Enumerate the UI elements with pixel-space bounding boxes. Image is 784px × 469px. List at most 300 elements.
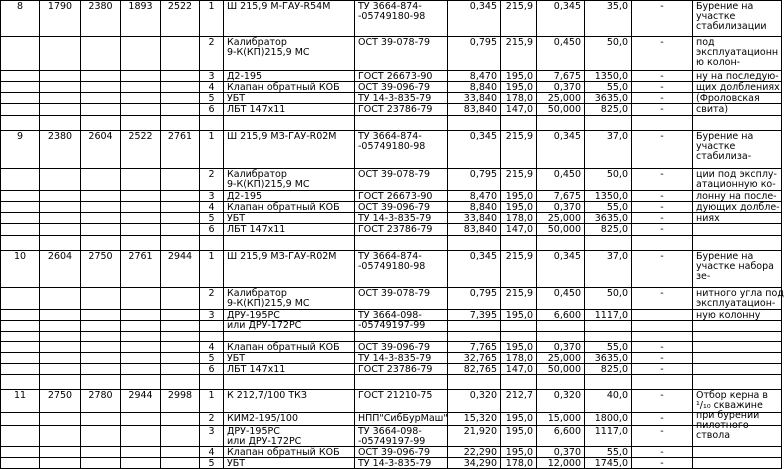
cell-mass: [537, 353, 585, 364]
cell-n: [200, 375, 224, 390]
cell-std: [355, 332, 448, 342]
cell-text: ОСТ 39-096-79: [358, 342, 431, 353]
cell-mass: [537, 321, 585, 332]
cell-name: [224, 413, 355, 426]
cell-dia: [501, 37, 537, 71]
cell-len: [448, 375, 501, 390]
cell-text: щих долблениях: [696, 82, 780, 93]
cell-text: 2: [208, 37, 215, 48]
cell-name: [224, 458, 355, 469]
cell-d1: [40, 342, 81, 353]
cell-n: [200, 310, 224, 321]
cell-d3: [121, 37, 161, 71]
cell-text: 4: [208, 82, 215, 93]
cell-text: 215,9: [505, 1, 533, 12]
cell-d2: [81, 169, 121, 191]
cell-num: [0, 93, 40, 104]
cell-n: [200, 447, 224, 458]
cell-text: Клапан обратный КОБ: [227, 342, 340, 353]
cell-text: 7,765: [469, 342, 497, 353]
cell-mass: [537, 131, 585, 169]
cell-std: [355, 310, 448, 331]
cell-d2: [81, 332, 121, 342]
cell-text: 0,345: [469, 131, 497, 142]
cell-n: [200, 321, 224, 332]
cell-text: 195,0: [505, 82, 533, 93]
cell-n: [200, 82, 224, 93]
cell-text: 21,920: [463, 426, 497, 437]
cell-d4: [161, 458, 200, 469]
cell-text: 0,370: [553, 342, 581, 353]
cell-mass: [537, 375, 585, 390]
cell-dash: [632, 131, 693, 169]
cell-text: 50,0: [606, 37, 628, 48]
cell-d3: [121, 169, 161, 191]
cell-text: 33,840: [463, 93, 497, 104]
cell-std: [355, 375, 448, 390]
cell-w: [585, 93, 632, 104]
cell-mass: [537, 251, 585, 288]
cell-text: Ш 215,9 МЗ-ГАУ-R02М: [227, 251, 337, 262]
cell-std: [355, 71, 448, 82]
cell-w: [585, 236, 632, 251]
cell-text: 4: [208, 342, 215, 353]
cell-text: 9: [16, 131, 24, 142]
cell-dia: [501, 251, 537, 288]
cell-d3: [121, 236, 161, 251]
cell-text: -: [660, 169, 664, 180]
cell-std: [355, 321, 448, 332]
cell-text: 1350,0: [594, 191, 628, 202]
cell-n: [200, 332, 224, 342]
cell-name: [224, 236, 355, 251]
cell-text: -: [660, 93, 664, 104]
cell-name: [224, 353, 355, 364]
cell-w: [585, 82, 632, 93]
cell-dia: [501, 342, 537, 353]
cell-note: [693, 82, 782, 93]
cell-d1: [40, 321, 81, 332]
cell-d2: [81, 353, 121, 364]
cell-dia: [501, 191, 537, 202]
cell-w: [585, 116, 632, 131]
cell-text: НПП"СибБурМаш": [358, 413, 448, 424]
cell-text: ЛБТ 147x11: [227, 104, 286, 115]
cell-n: [200, 213, 224, 224]
cell-name: [224, 213, 355, 224]
cell-dash: [632, 375, 693, 390]
cell-text: 2522: [128, 131, 153, 142]
cell-num: [0, 116, 40, 131]
cell-w: [585, 191, 632, 202]
cell-name: [224, 332, 355, 342]
cell-num: [0, 224, 40, 236]
cell-d4: [161, 390, 200, 413]
cell-text: 147,0: [505, 364, 533, 375]
cell-text: -: [660, 224, 664, 235]
cell-text: 35,0: [606, 1, 628, 12]
cell-text: 6: [208, 104, 215, 115]
cell-text: КИМ2-195/100: [227, 413, 298, 424]
cell-num: [0, 426, 40, 447]
cell-mass: [537, 332, 585, 342]
cell-note: [693, 342, 782, 353]
cell-n: [200, 413, 224, 426]
cell-text: -: [660, 104, 664, 115]
cell-mass: [537, 413, 585, 426]
cell-text: ДРУ-195РС или ДРУ-172РС: [227, 426, 302, 447]
cell-text: 2761: [128, 251, 153, 262]
cell-name: [224, 390, 355, 413]
cell-text: ТУ 3664-098- -05749197-99: [358, 310, 426, 331]
cell-text: 0,345: [553, 131, 581, 142]
cell-n: [200, 191, 224, 202]
cell-text: ОСТ 39-096-79: [358, 202, 431, 213]
cell-w: [585, 390, 632, 413]
cell-d2: [81, 104, 121, 116]
cell-d3: [121, 375, 161, 390]
cell-mass: [537, 82, 585, 93]
cell-text: 55,0: [606, 82, 628, 93]
cell-text: 147,0: [505, 224, 533, 235]
cell-text: 215,9: [505, 169, 533, 180]
cell-num: [0, 0, 40, 37]
cell-name: [224, 310, 355, 331]
cell-text: 83,840: [463, 224, 497, 235]
cell-len: [448, 458, 501, 469]
cell-text: 825,0: [600, 224, 628, 235]
cell-dash: [632, 390, 693, 413]
cell-name: [224, 364, 355, 375]
cell-text: ГОСТ 23786-79: [358, 104, 433, 115]
cell-mass: [537, 213, 585, 224]
cell-w: [585, 342, 632, 353]
cell-d3: [121, 0, 161, 37]
cell-name: [224, 104, 355, 116]
cell-d4: [161, 71, 200, 82]
cell-d1: [40, 390, 81, 413]
cell-text: 32,765: [463, 353, 497, 364]
cell-mass: [537, 288, 585, 310]
cell-d1: [40, 0, 81, 37]
cell-text: 7,675: [553, 71, 581, 82]
cell-num: [0, 169, 40, 191]
cell-std: [355, 104, 448, 116]
cell-text: 195,0: [505, 342, 533, 353]
cell-d4: [161, 104, 200, 116]
cell-text: (Фроловская: [696, 93, 760, 104]
cell-len: [448, 104, 501, 116]
cell-text: 6: [208, 364, 215, 375]
cell-d4: [161, 364, 200, 375]
cell-d1: [40, 288, 81, 310]
cell-d2: [81, 93, 121, 104]
cell-std: [355, 458, 448, 469]
cell-num: [0, 104, 40, 116]
cell-text: 0,370: [553, 202, 581, 213]
cell-d4: [161, 191, 200, 202]
cell-std: [355, 191, 448, 202]
cell-dia: [501, 390, 537, 413]
cell-text: 3: [208, 71, 215, 82]
cell-text: -: [660, 191, 664, 202]
cell-w: [585, 375, 632, 390]
cell-d3: [121, 191, 161, 202]
cell-len: [448, 93, 501, 104]
cell-d4: [161, 426, 200, 447]
cell-w: [585, 332, 632, 342]
cell-text: 2: [208, 169, 215, 180]
cell-d2: [81, 0, 121, 37]
cell-name: [224, 93, 355, 104]
cell-text: 8,840: [469, 202, 497, 213]
cell-std: [355, 353, 448, 364]
cell-d4: [161, 0, 200, 37]
cell-d2: [81, 390, 121, 413]
cell-num: [0, 82, 40, 93]
cell-text: -: [660, 390, 664, 401]
cell-text: 33,840: [463, 213, 497, 224]
cell-d1: [40, 213, 81, 224]
cell-text: 50,000: [547, 104, 581, 115]
cell-d1: [40, 310, 81, 321]
cell-mass: [537, 202, 585, 213]
cell-num: [0, 332, 40, 342]
cell-dia: [501, 104, 537, 116]
cell-d3: [121, 426, 161, 447]
cell-mass: [537, 71, 585, 82]
cell-len: [448, 321, 501, 332]
cell-std: [355, 224, 448, 236]
cell-text: 6,600: [553, 310, 581, 321]
cell-mass: [537, 310, 585, 321]
cell-len: [448, 426, 501, 447]
cell-dash: [632, 224, 693, 236]
cell-text: 37,0: [606, 251, 628, 262]
cell-text: ТУ 14-3-835-79: [358, 213, 432, 224]
cell-dia: [501, 116, 537, 131]
cell-dia: [501, 169, 537, 191]
cell-text: ции под эксплу- атационную ко-: [696, 169, 777, 190]
cell-num: [0, 390, 40, 413]
cell-text: 82,765: [463, 364, 497, 375]
cell-dash: [632, 332, 693, 342]
cell-note: [693, 458, 782, 469]
cell-d4: [161, 202, 200, 213]
cell-dash: [632, 191, 693, 202]
cell-text: Ш 215,9 М-ГАУ-R54М: [227, 1, 331, 12]
cell-d3: [121, 116, 161, 131]
cell-text: 8: [16, 1, 24, 12]
cell-n: [200, 93, 224, 104]
cell-text: 1790: [47, 1, 73, 12]
cell-text: 25,000: [547, 93, 581, 104]
cell-std: [355, 390, 448, 413]
cell-text: 2: [208, 413, 215, 424]
cell-text: Д2-195: [227, 71, 263, 82]
cell-text: ТУ 3664-098- -05749197-99: [358, 426, 426, 447]
cell-d3: [121, 71, 161, 82]
cell-d1: [40, 447, 81, 458]
cell-n: [200, 131, 224, 169]
cell-std: [355, 213, 448, 224]
cell-n: [200, 104, 224, 116]
cell-dash: [632, 37, 693, 71]
cell-text: УБТ: [227, 213, 246, 224]
cell-d4: [161, 213, 200, 224]
cell-len: [448, 342, 501, 353]
cell-text: -: [660, 364, 664, 375]
cell-d2: [81, 37, 121, 71]
cell-d3: [121, 288, 161, 310]
cell-dash: [632, 353, 693, 364]
cell-d2: [81, 116, 121, 131]
cell-text: 1117,0: [594, 310, 628, 321]
cell-d3: [121, 310, 161, 321]
cell-text: -: [660, 458, 664, 469]
cell-d2: [81, 131, 121, 169]
cell-mass: [537, 447, 585, 458]
cell-len: [448, 310, 501, 321]
cell-d1: [40, 37, 81, 71]
cell-d2: [81, 251, 121, 288]
cell-text: 50,000: [547, 224, 581, 235]
cell-text: 1800,0: [594, 413, 628, 424]
cell-note: [693, 0, 782, 37]
cell-text: 55,0: [606, 447, 628, 458]
cell-text: 25,000: [547, 353, 581, 364]
cell-text: 2761: [167, 131, 193, 142]
cell-d4: [161, 342, 200, 353]
cell-len: [448, 82, 501, 93]
cell-d3: [121, 353, 161, 364]
cell-text: 2604: [47, 251, 73, 262]
cell-num: [0, 71, 40, 82]
cell-w: [585, 224, 632, 236]
cell-d3: [121, 93, 161, 104]
cell-text: 1745,0: [594, 458, 628, 469]
cell-text: 178,0: [505, 458, 533, 469]
cell-dash: [632, 236, 693, 251]
cell-name: [224, 37, 355, 71]
cell-text: Д2-195: [227, 191, 263, 202]
cell-text: 5: [208, 213, 215, 224]
cell-text: свита): [696, 104, 729, 115]
cell-d2: [81, 426, 121, 447]
cell-text: Клапан обратный КОБ: [227, 447, 340, 458]
cell-note: [693, 321, 782, 332]
cell-dash: [632, 321, 693, 332]
cell-text: 11: [13, 390, 27, 401]
cell-dash: [632, 213, 693, 224]
cell-text: 1: [208, 131, 215, 142]
cell-text: -: [660, 37, 664, 48]
cell-text: -: [660, 353, 664, 364]
cell-dash: [632, 169, 693, 191]
cell-text: ГОСТ 23786-79: [358, 364, 433, 375]
cell-w: [585, 364, 632, 375]
cell-len: [448, 413, 501, 426]
cell-text: 2: [208, 288, 215, 299]
cell-dia: [501, 71, 537, 82]
cell-text: -: [660, 1, 664, 12]
cell-d4: [161, 116, 200, 131]
cell-num: [0, 321, 40, 332]
cell-text: 0,450: [553, 288, 581, 299]
cell-name: [224, 321, 355, 332]
cell-len: [448, 0, 501, 37]
cell-std: [355, 426, 448, 447]
cell-len: [448, 169, 501, 191]
cell-len: [448, 364, 501, 375]
cell-dia: [501, 310, 537, 321]
cell-d2: [81, 202, 121, 213]
cell-n: [200, 0, 224, 37]
cell-mass: [537, 342, 585, 353]
cell-text: 195,0: [505, 310, 533, 321]
cell-d1: [40, 116, 81, 131]
cell-n: [200, 236, 224, 251]
cell-text: 83,840: [463, 104, 497, 115]
cell-d1: [40, 71, 81, 82]
cell-d4: [161, 353, 200, 364]
cell-w: [585, 413, 632, 426]
cell-d2: [81, 82, 121, 93]
cell-d4: [161, 288, 200, 310]
cell-text: 2380: [47, 131, 73, 142]
cell-text: 7,675: [553, 191, 581, 202]
cell-text: 1: [208, 251, 215, 262]
cell-dash: [632, 202, 693, 213]
cell-text: 4: [208, 202, 215, 213]
cell-note: [693, 251, 782, 288]
cell-mass: [537, 191, 585, 202]
cell-d2: [81, 224, 121, 236]
cell-dash: [632, 82, 693, 93]
cell-n: [200, 426, 224, 447]
cell-n: [200, 353, 224, 364]
cell-text: 2750: [88, 251, 113, 262]
cell-d4: [161, 413, 200, 426]
cell-d3: [121, 104, 161, 116]
cell-text: 0,345: [553, 1, 581, 12]
cell-text: 50,0: [606, 288, 628, 299]
cell-d3: [121, 458, 161, 469]
cell-note: [693, 224, 782, 236]
cell-d2: [81, 447, 121, 458]
cell-text: 22,290: [463, 447, 497, 458]
cell-text: 50,000: [547, 364, 581, 375]
cell-text: 825,0: [600, 104, 628, 115]
cell-text: ОСТ 39-078-79: [358, 288, 431, 299]
cell-text: 2750: [47, 390, 73, 401]
cell-d4: [161, 375, 200, 390]
cell-text: 0,345: [553, 251, 581, 262]
cell-num: [0, 251, 40, 288]
cell-text: -: [660, 202, 664, 213]
cell-text: 147,0: [505, 104, 533, 115]
cell-dash: [632, 288, 693, 310]
cell-note: [693, 413, 782, 426]
cell-d2: [81, 364, 121, 375]
cell-text: 4: [208, 447, 215, 458]
cell-text: -: [660, 413, 664, 424]
cell-std: [355, 0, 448, 37]
cell-text: 50,0: [606, 169, 628, 180]
cell-text: 215,9: [505, 251, 533, 262]
cell-text: 8,840: [469, 82, 497, 93]
cell-num: [0, 447, 40, 458]
